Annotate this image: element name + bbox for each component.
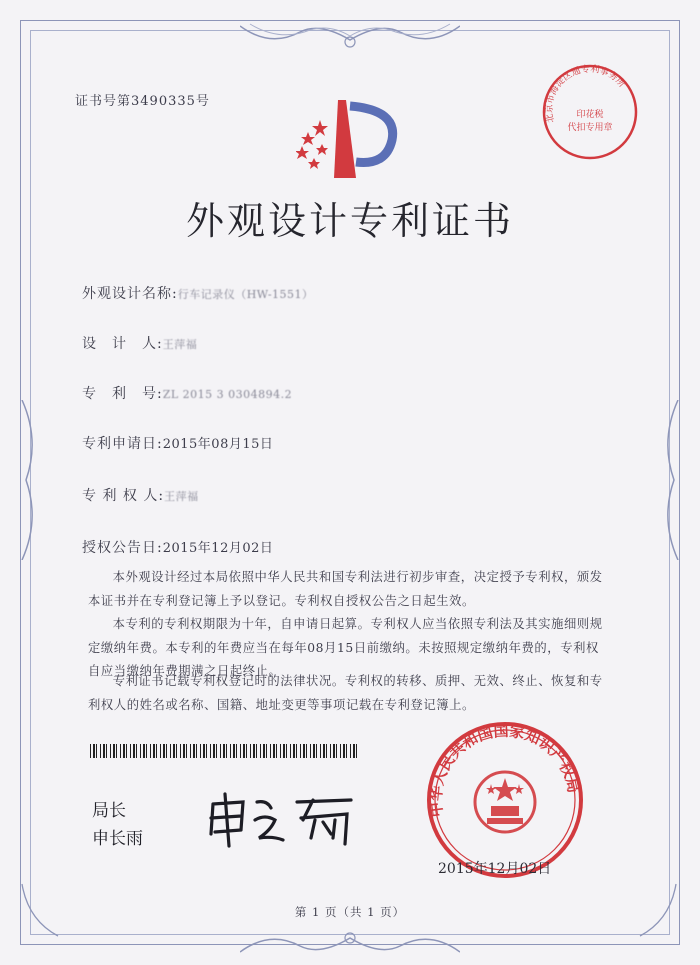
field-application-date — [82, 433, 273, 453]
field-value: 行车记录仪（HW-1551） — [177, 288, 314, 301]
patent-office-logo-icon — [296, 100, 406, 180]
field-designer — [82, 333, 197, 353]
barcode — [90, 744, 358, 758]
svg-text:北京市海淀区通专利事务所: 北京市海淀区通专利事务所 — [544, 64, 627, 124]
body-paragraph-2: 本专利的专利权期限为十年，自申请日起算。专利权人应当依照专利法及其实施细则规定缴纳年费。本专利的年费应当在每年08月15日前缴纳。未按照规定缴纳年费的，专利权自应当缴纳年费期满之日起终止。 — [88, 617, 603, 678]
director-signature-icon — [205, 790, 365, 850]
left-ornament — [14, 400, 44, 560]
director-name: 申长雨 — [92, 829, 143, 849]
field-design-name — [82, 283, 314, 303]
field-patent-number — [82, 383, 292, 403]
svg-text:代扣专用章: 代扣专用章 — [567, 123, 613, 133]
right-ornament — [656, 400, 686, 560]
field-value: 王萍福 — [164, 490, 199, 503]
field-value: 2015年12月02日 — [162, 541, 274, 556]
field-label: 专 利 权 人: — [82, 488, 165, 504]
bottom-ornament — [240, 920, 460, 960]
seal-ring-text — [425, 720, 585, 880]
field-label: 授权公告日: — [82, 540, 163, 556]
body-paragraph-1: 本外观设计经过本局依照中华人民共和国专利法进行初步审查，决定授予专利权，颁发本证书并在专利登记簿上予以登记。专利权自授权公告之日起生效。 — [88, 570, 603, 608]
director-title: 局长 — [92, 801, 126, 821]
page-title: 外观设计专利证书 — [185, 199, 514, 243]
field-label: 专 利 号: — [82, 386, 163, 402]
field-patentee — [82, 485, 199, 505]
field-grant-date — [82, 537, 273, 557]
field-value: ZL 2015 3 0304894.2 — [162, 388, 293, 401]
svg-text:中华人民共和国国家知识产权局: 中华人民共和国国家知识产权局 — [426, 721, 583, 819]
field-value: 2015年08月15日 — [162, 437, 274, 452]
page-footer: 第 1 页（共 1 页） — [294, 905, 406, 919]
field-label: 外观设计名称: — [82, 286, 178, 302]
field-label: 设 计 人: — [82, 336, 163, 352]
field-label: 专利申请日: — [82, 436, 163, 452]
field-value: 王萍福 — [162, 338, 198, 351]
stamp-duty-seal-icon — [540, 62, 640, 162]
svg-text:印花税: 印花税 — [576, 110, 604, 120]
body-paragraph-3: 专利证书记载专利权登记时的法律状况。专利权的转移、质押、无效、终止、恢复和专利权人的姓名或名称、国籍、地址变更等事项记载在专利登记簿上。 — [88, 674, 603, 712]
seal-date: 2015年12月02日 — [438, 861, 552, 877]
top-ornament — [240, 18, 460, 58]
certificate-number: 证书号第3490335号 — [75, 94, 210, 109]
